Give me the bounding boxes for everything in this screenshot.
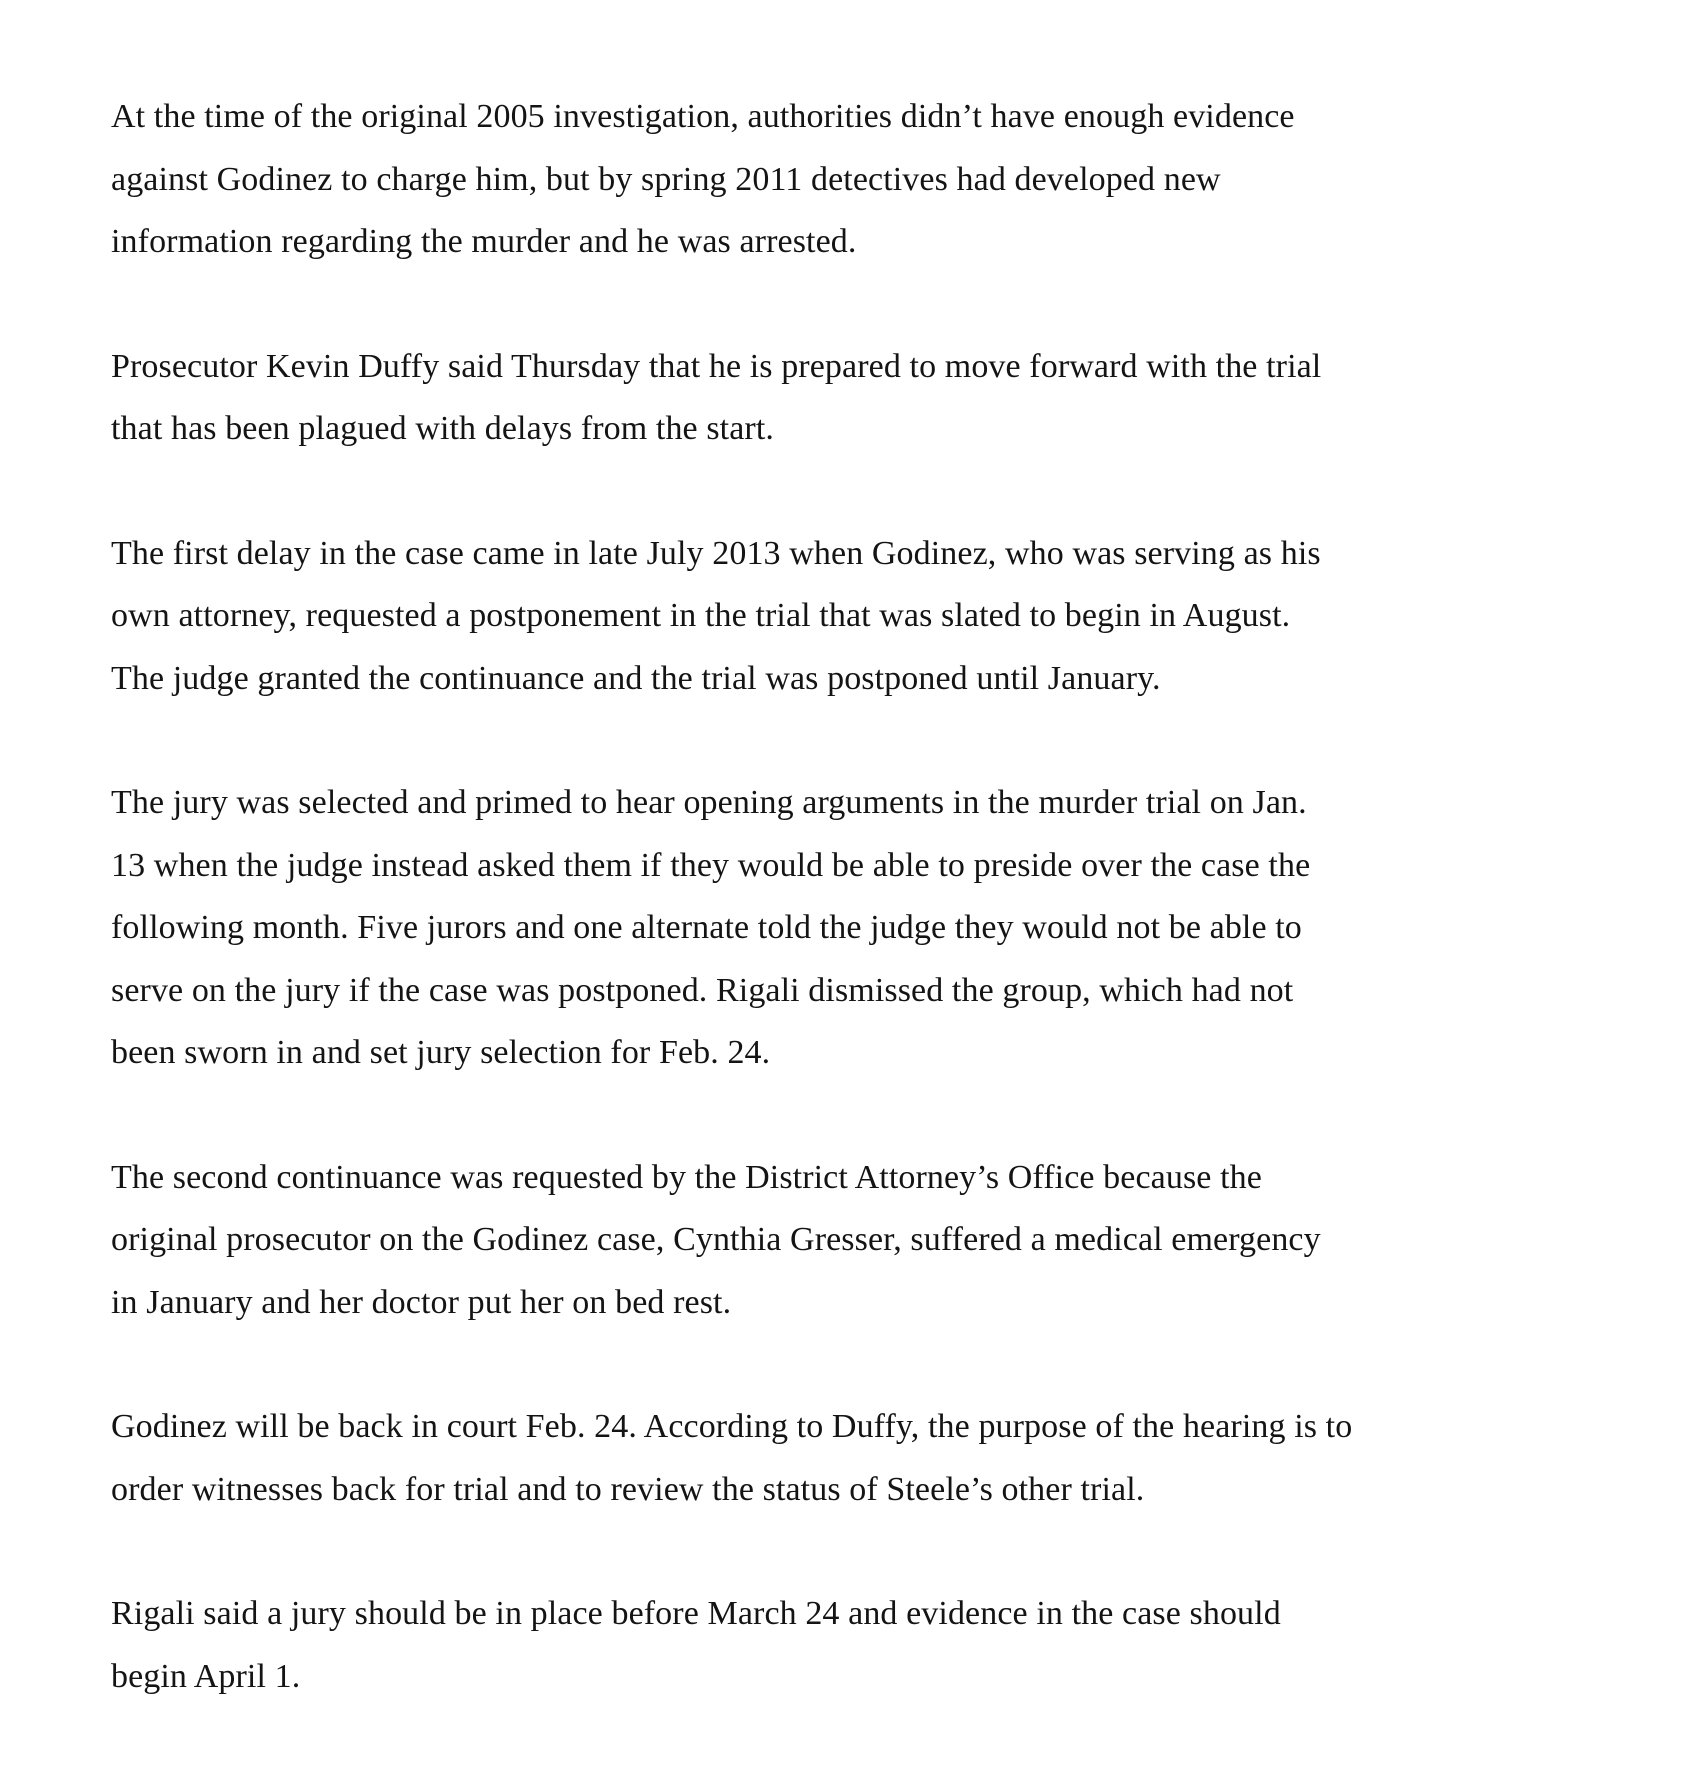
text-line: order witnesses back for trial and to review the status of Steele’s other trial. (111, 1470, 1145, 1508)
text-line: 13 when the judge instead asked them if they would be able to preside over the case the (111, 846, 1311, 884)
text-line: against Godinez to charge him, but by spring 2011 detectives had developed new (111, 160, 1221, 198)
text-line: Godinez will be back in court Feb. 24. According to Duffy, the purpose of the hearing is to (111, 1408, 1353, 1445)
text-line: The first delay in the case came in late July 2013 when Godinez, who was serving as his (111, 534, 1321, 572)
text-line: original prosecutor on the Godinez case, Cynthia Gresser, suffered a medical emergency (111, 1221, 1321, 1258)
paragraph-jury-selection (111, 772, 1611, 1085)
text-line: At the time of the original 2005 investigation, authorities didn’t have enough evidence (111, 98, 1295, 135)
text-line: been sworn in and set jury selection for Feb. 24. (111, 1034, 771, 1071)
text-line: Prosecutor Kevin Duffy said Thursday that he is prepared to move forward with the trial (111, 347, 1322, 385)
article-body (111, 86, 1611, 1770)
text-line: information regarding the murder and he was arrested. (111, 223, 857, 260)
text-line: that has been plagued with delays from the start. (111, 410, 774, 447)
text-line: begin April 1. (111, 1657, 301, 1695)
paragraph-first-delay (111, 523, 1611, 711)
paragraph-court-hearing (111, 1396, 1611, 1521)
paragraph-2005-investigation (111, 86, 1611, 274)
paragraph-trial-schedule (111, 1583, 1611, 1708)
text-line: The judge granted the continuance and the trial was postponed until January. (111, 659, 1161, 697)
text-line: Rigali said a jury should be in place before March 24 and evidence in the case should (111, 1595, 1281, 1632)
text-line: The second continuance was requested by the District Attorney’s Office because the (111, 1158, 1262, 1196)
paragraph-second-continuance (111, 1147, 1611, 1335)
text-line: serve on the jury if the case was postponed. Rigali dismissed the group, which had not (111, 971, 1294, 1009)
text-line: own attorney, requested a postponement in the trial that was slated to begin in August. (111, 597, 1291, 634)
text-line: in January and her doctor put her on bed rest. (111, 1283, 732, 1321)
text-line: The jury was selected and primed to hear opening arguments in the murder trial on Jan. (111, 784, 1307, 821)
text-line: following month. Five jurors and one alternate told the judge they would not be able to (111, 909, 1302, 946)
paragraph-prosecutor-statement (111, 336, 1611, 461)
